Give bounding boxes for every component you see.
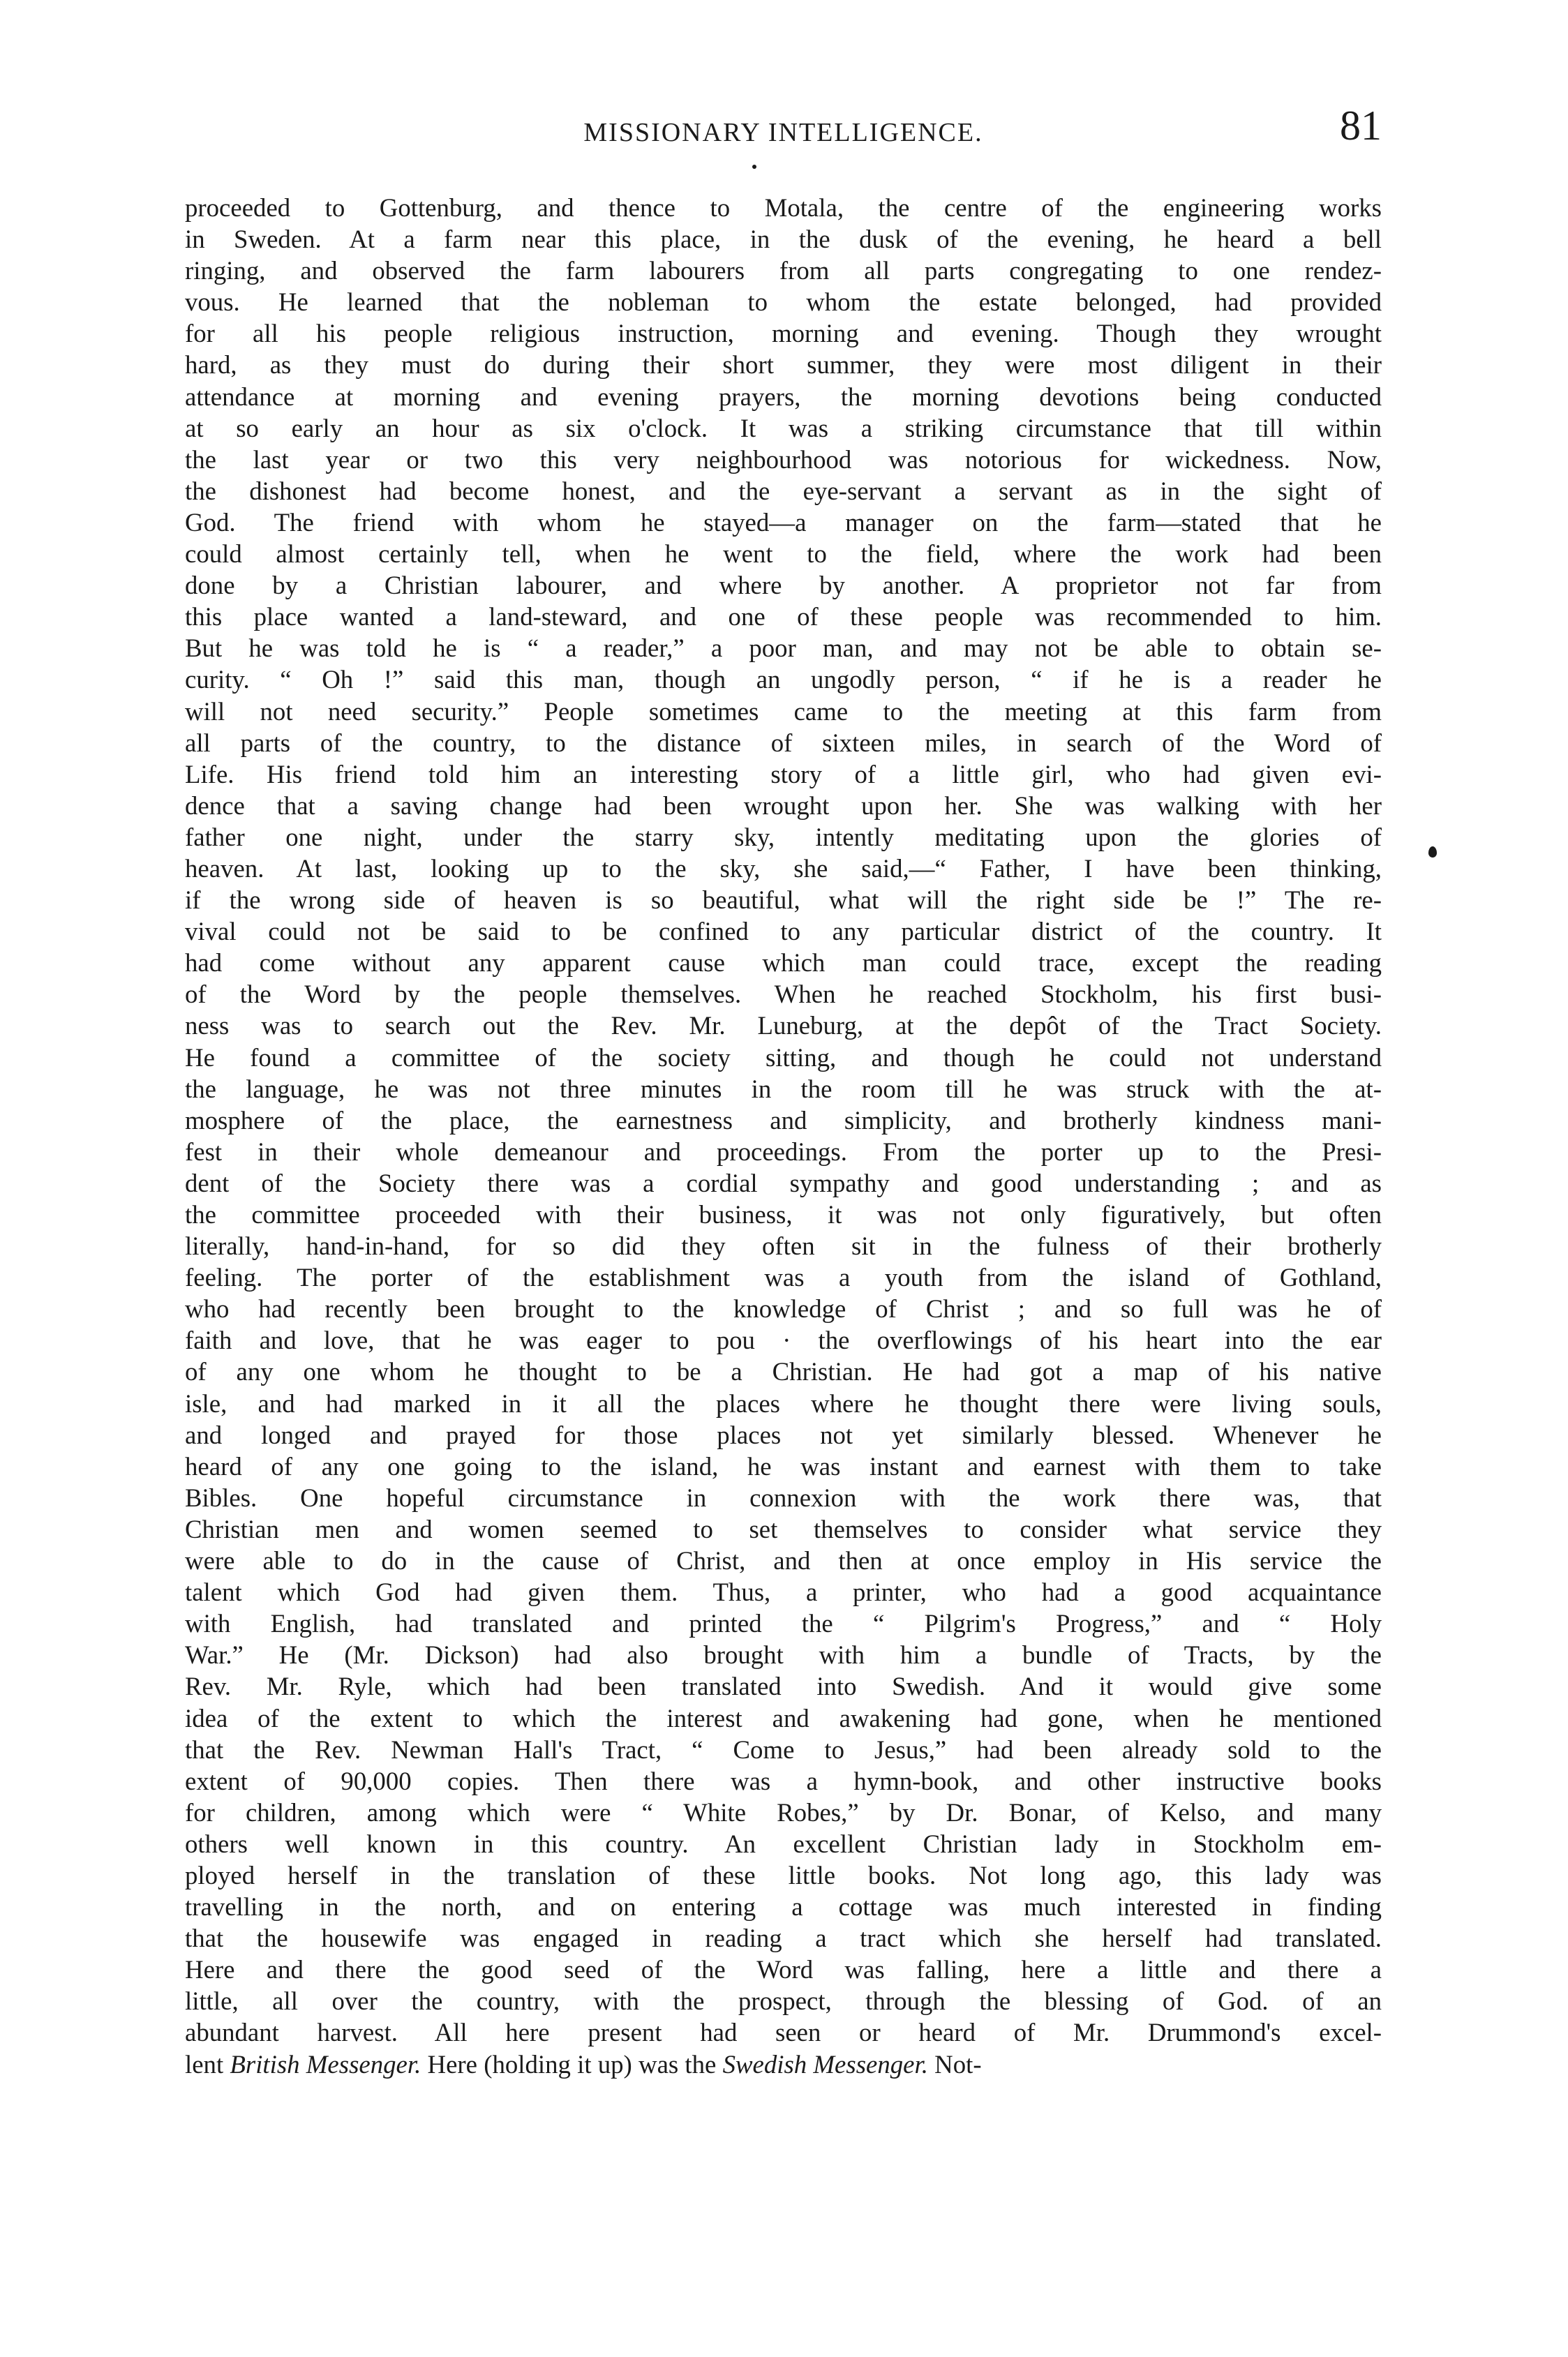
margin-ink-mark	[1428, 846, 1437, 858]
text-line: that the Rev. Newman Hall's Tract, “ Come to Jesus,” had been already sold to the	[185, 1735, 1382, 1764]
text-line: will not need security.” People sometimes came to the meeting at this farm from	[185, 696, 1382, 726]
text-line: could almost certainly tell, when he went to the field, where the work had been	[185, 539, 1382, 569]
text-line: idea of the extent to which the interest and awakening had gone, when he mentioned	[185, 1703, 1382, 1733]
text-line: hard, as they must do during their short summer, they were most diligent in their	[185, 350, 1382, 380]
text-line: literally, hand-in-hand, for so did they often sit in the fulness of their brotherly	[185, 1232, 1382, 1261]
final-line-middle: Here (holding it up) was the	[421, 2049, 723, 2079]
text-line: heaven. At last, looking up to the sky, she said,—“ Father, I have been thinking,	[185, 853, 1382, 883]
running-head	[185, 105, 1382, 160]
text-line: abundant harvest. All here present had seen or heard of Mr. Drummond's excel-	[185, 2018, 1382, 2047]
text-line: with English, had translated and printed the “ Pilgrim's Progress,” and “ Holy	[185, 1609, 1382, 1638]
text-line: Christian men and women seemed to set themselves to consider what service they	[185, 1514, 1382, 1543]
text-line: for children, among which were “ White Robes,” by Dr. Bonar, of Kelso, and many	[185, 1797, 1382, 1827]
text-line: God. The friend with whom he stayed—a manager on the farm—stated that he	[185, 507, 1382, 537]
text-line: this place wanted a land-steward, and one of these people was recommended to him.	[185, 602, 1382, 631]
text-line: faith and love, that he was eager to pou · the overflowings of his heart into the ear	[185, 1326, 1382, 1355]
text-line: at so early an hour as six o'clock. It was a striking circumstance that till within	[185, 413, 1382, 442]
text-line: little, all over the country, with the prospect, through the blessing of God. of an	[185, 1986, 1382, 2016]
text-line: all parts of the country, to the distance of sixteen miles, in search of the Word of	[185, 728, 1382, 757]
text-line: Bibles. One hopeful circumstance in connexion with the work there was, that	[185, 1483, 1382, 1512]
text-line: proceeded to Gottenburg, and thence to Motala, the centre of the engineering works	[185, 193, 1382, 222]
body-text	[185, 192, 1382, 2080]
publication-title-british-messenger: British Messenger.	[230, 2049, 421, 2079]
text-line: ployed herself in the translation of these little books. Not long ago, this lady was	[185, 1860, 1382, 1890]
text-line: isle, and had marked in it all the places where he thought there were living souls,	[185, 1389, 1382, 1418]
text-line: heard of any one going to the island, he was instant and earnest with them to take	[185, 1451, 1382, 1481]
text-line: He found a committee of the society sitting, and though he could not understand	[185, 1042, 1382, 1072]
text-line: of the Word by the people themselves. When he reached Stockholm, his first busi-	[185, 980, 1382, 1009]
page-number: 81	[1340, 103, 1382, 149]
text-line: and longed and prayed for those places not yet similarly blessed. Whenever he	[185, 1420, 1382, 1449]
text-line: ness was to search out the Rev. Mr. Luneburg, at the depôt of the Tract Society.	[185, 1011, 1382, 1040]
text-line: the last year or two this very neighbourhood was notorious for wickedness. Now,	[185, 444, 1382, 474]
text-line: travelling in the north, and on entering a cottage was much interested in finding	[185, 1892, 1382, 1922]
final-line-suffix: Not-	[927, 2049, 982, 2079]
text-line: done by a Christian labourer, and where by another. A proprietor not far from	[185, 571, 1382, 600]
text-line: the language, he was not three minutes in the room till he was struck with the at-	[185, 1074, 1382, 1103]
text-line: dent of the Society there was a cordial sympathy and good understanding ; and as	[185, 1168, 1382, 1197]
text-line: vival could not be said to be confined to any particular district of the country. It	[185, 917, 1382, 946]
text-line: Life. His friend told him an interesting story of a little girl, who had given evi-	[185, 759, 1382, 788]
text-line: in Sweden. At a farm near this place, in the dusk of the evening, he heard a bell	[185, 225, 1382, 254]
text-line: that the housewife was engaged in reading a tract which she herself had translated.	[185, 1924, 1382, 1953]
text-line: Here and there the good seed of the Word was falling, here a little and there a	[185, 1955, 1382, 1984]
text-line: But he was told he is “ a reader,” a poor man, and may not be able to obtain se-	[185, 634, 1382, 663]
text-line: the dishonest had become honest, and the eye-servant a servant as in the sight of	[185, 476, 1382, 505]
text-line: talent which God had given them. Thus, a printer, who had a good acquaintance	[185, 1578, 1382, 1607]
text-line: were able to do in the cause of Christ, and then at once employ in His service the	[185, 1546, 1382, 1576]
text-line: Rev. Mr. Ryle, which had been translated into Swedish. And it would give some	[185, 1672, 1382, 1701]
text-line: vous. He learned that the nobleman to whom the estate belonged, had provided	[185, 287, 1382, 317]
text-line: ringing, and observed the farm labourers from all parts congregating to one rendez-	[185, 256, 1382, 285]
text-line: fest in their whole demeanour and proceedings. From the porter up to the Presi-	[185, 1137, 1382, 1166]
text-line: father one night, under the starry sky, intently meditating upon the glories of	[185, 822, 1382, 851]
text-line: curity. “ Oh !” said this man, though an ungodly person, “ if he is a reader he	[185, 665, 1382, 694]
text-line: if the wrong side of heaven is so beautiful, what will the right side be !” The re-	[185, 885, 1382, 915]
text-line: others well known in this country. An excellent Christian lady in Stockholm em-	[185, 1829, 1382, 1858]
text-line: feeling. The porter of the establishment was a youth from the island of Gothland,	[185, 1263, 1382, 1292]
running-title: MISSIONARY INTELLIGENCE.	[583, 118, 983, 147]
text-line: for all his people religious instruction, morning and evening. Though they wrought	[185, 319, 1382, 348]
text-line: War.” He (Mr. Dickson) had also brought with him a bundle of Tracts, by the	[185, 1640, 1382, 1670]
final-line-prefix: lent	[185, 2049, 230, 2079]
text-line: had come without any apparent cause which man could trace, except the reading	[185, 948, 1382, 978]
text-line-final	[185, 2049, 1382, 2080]
text-line: the committee proceeded with their business, it was not only figuratively, but often	[185, 1200, 1382, 1229]
text-line: attendance at morning and evening prayers, the morning devotions being conducted	[185, 382, 1382, 411]
ink-speck	[752, 165, 756, 169]
text-line: who had recently been brought to the knowledge of Christ ; and so full was he of	[185, 1294, 1382, 1324]
text-line: extent of 90,000 copies. Then there was a hymn-book, and other instructive books	[185, 1766, 1382, 1795]
text-line: dence that a saving change had been wrought upon her. She was walking with her	[185, 791, 1382, 820]
publication-title-swedish-messenger: Swedish Messenger.	[722, 2049, 928, 2079]
text-line: mosphere of the place, the earnestness and simplicity, and brotherly kindness mani-	[185, 1105, 1382, 1135]
text-line: of any one whom he thought to be a Christian. He had got a map of his native	[185, 1357, 1382, 1386]
